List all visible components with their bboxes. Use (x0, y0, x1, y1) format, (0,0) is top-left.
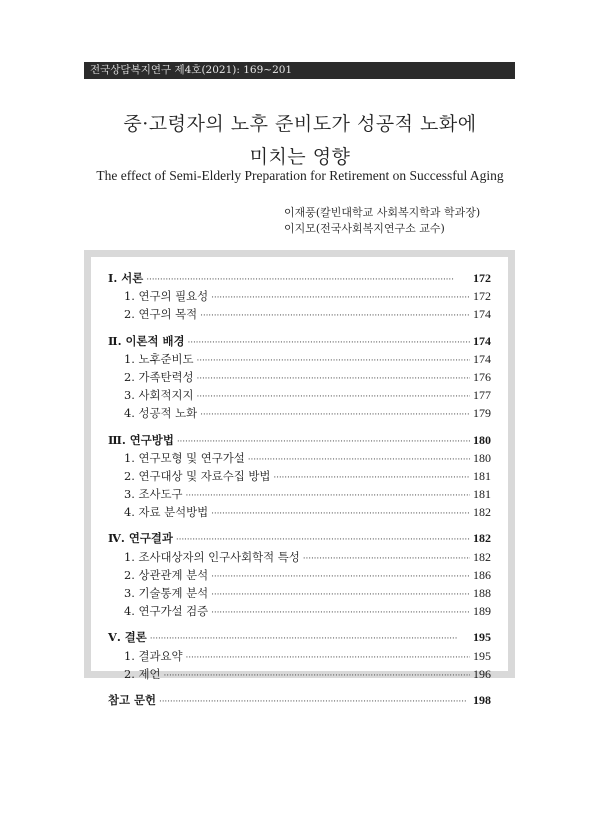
toc-item: 4. 연구가설 검증 · · · 189 (108, 602, 491, 620)
page-number: 172 (473, 271, 491, 285)
toc-item: 1. 결과요약 · · · 195 (108, 647, 491, 665)
toc-item: 2. 가족탄력성 · · · 176 (108, 368, 491, 386)
toc-item: 1. 연구의 필요성 · · · 172 (108, 287, 491, 305)
toc-item: 2. 연구대상 및 자료수집 방법 · · · 181 (108, 467, 491, 485)
toc-section-3: Ⅲ. 연구방법 · · · 180 (108, 431, 491, 449)
toc-section-2: Ⅱ. 이론적 배경 · · · 174 (108, 332, 491, 350)
author-1: 이재풍(칼빈대학교 사회복지학과 학과장) (284, 206, 481, 219)
toc-item: 2. 연구의 목적 · · · 174 (108, 305, 491, 323)
toc-item: 2. 상관관계 분석 · · · 186 (108, 566, 491, 584)
toc-item: 4. 성공적 노화 · · · 179 (108, 404, 491, 422)
toc-item: 2. 제언 · · · 196 (108, 665, 491, 683)
paper-title-line-2: 미치는 영향 (249, 146, 351, 168)
toc-section-1: Ⅰ. 서론 · · · 172 (108, 269, 491, 287)
author-2: 이지모(전국사회복지연구소 교수) (284, 222, 445, 235)
author-list (284, 205, 480, 237)
toc-item: 1. 조사대상자의 인구사회학적 특성 · · · 182 (108, 548, 491, 566)
table-of-contents (84, 250, 515, 707)
toc-references: 참고 문헌 · · · 198 (108, 691, 491, 709)
english-title: The effect of Semi-Elderly Preparation for Retirement on Successful Aging (96, 168, 504, 183)
toc-item: 3. 사회적지지 · · · 177 (108, 386, 491, 404)
journal-header: 전국상담복지연구 제4호(2021): 169~201 (84, 62, 515, 79)
toc-section-4: Ⅳ. 연구결과 · · · 182 (108, 529, 491, 547)
paper-title-line-1: 중·고령자의 노후 준비도가 성공적 노화에 (123, 113, 477, 135)
toc-section-5: Ⅴ. 결론 · · · 195 (108, 628, 491, 646)
toc-item: 3. 기술통계 분석 · · · 188 (108, 584, 491, 602)
toc-item: 4. 자료 분석방법 · · · 182 (108, 503, 491, 521)
toc-item: 1. 노후준비도 · · · 174 (108, 350, 491, 368)
toc-item: 1. 연구모형 및 연구가설 · · · 180 (108, 449, 491, 467)
toc-item: 3. 조사도구 · · · 181 (108, 485, 491, 503)
toc-body (91, 257, 508, 707)
